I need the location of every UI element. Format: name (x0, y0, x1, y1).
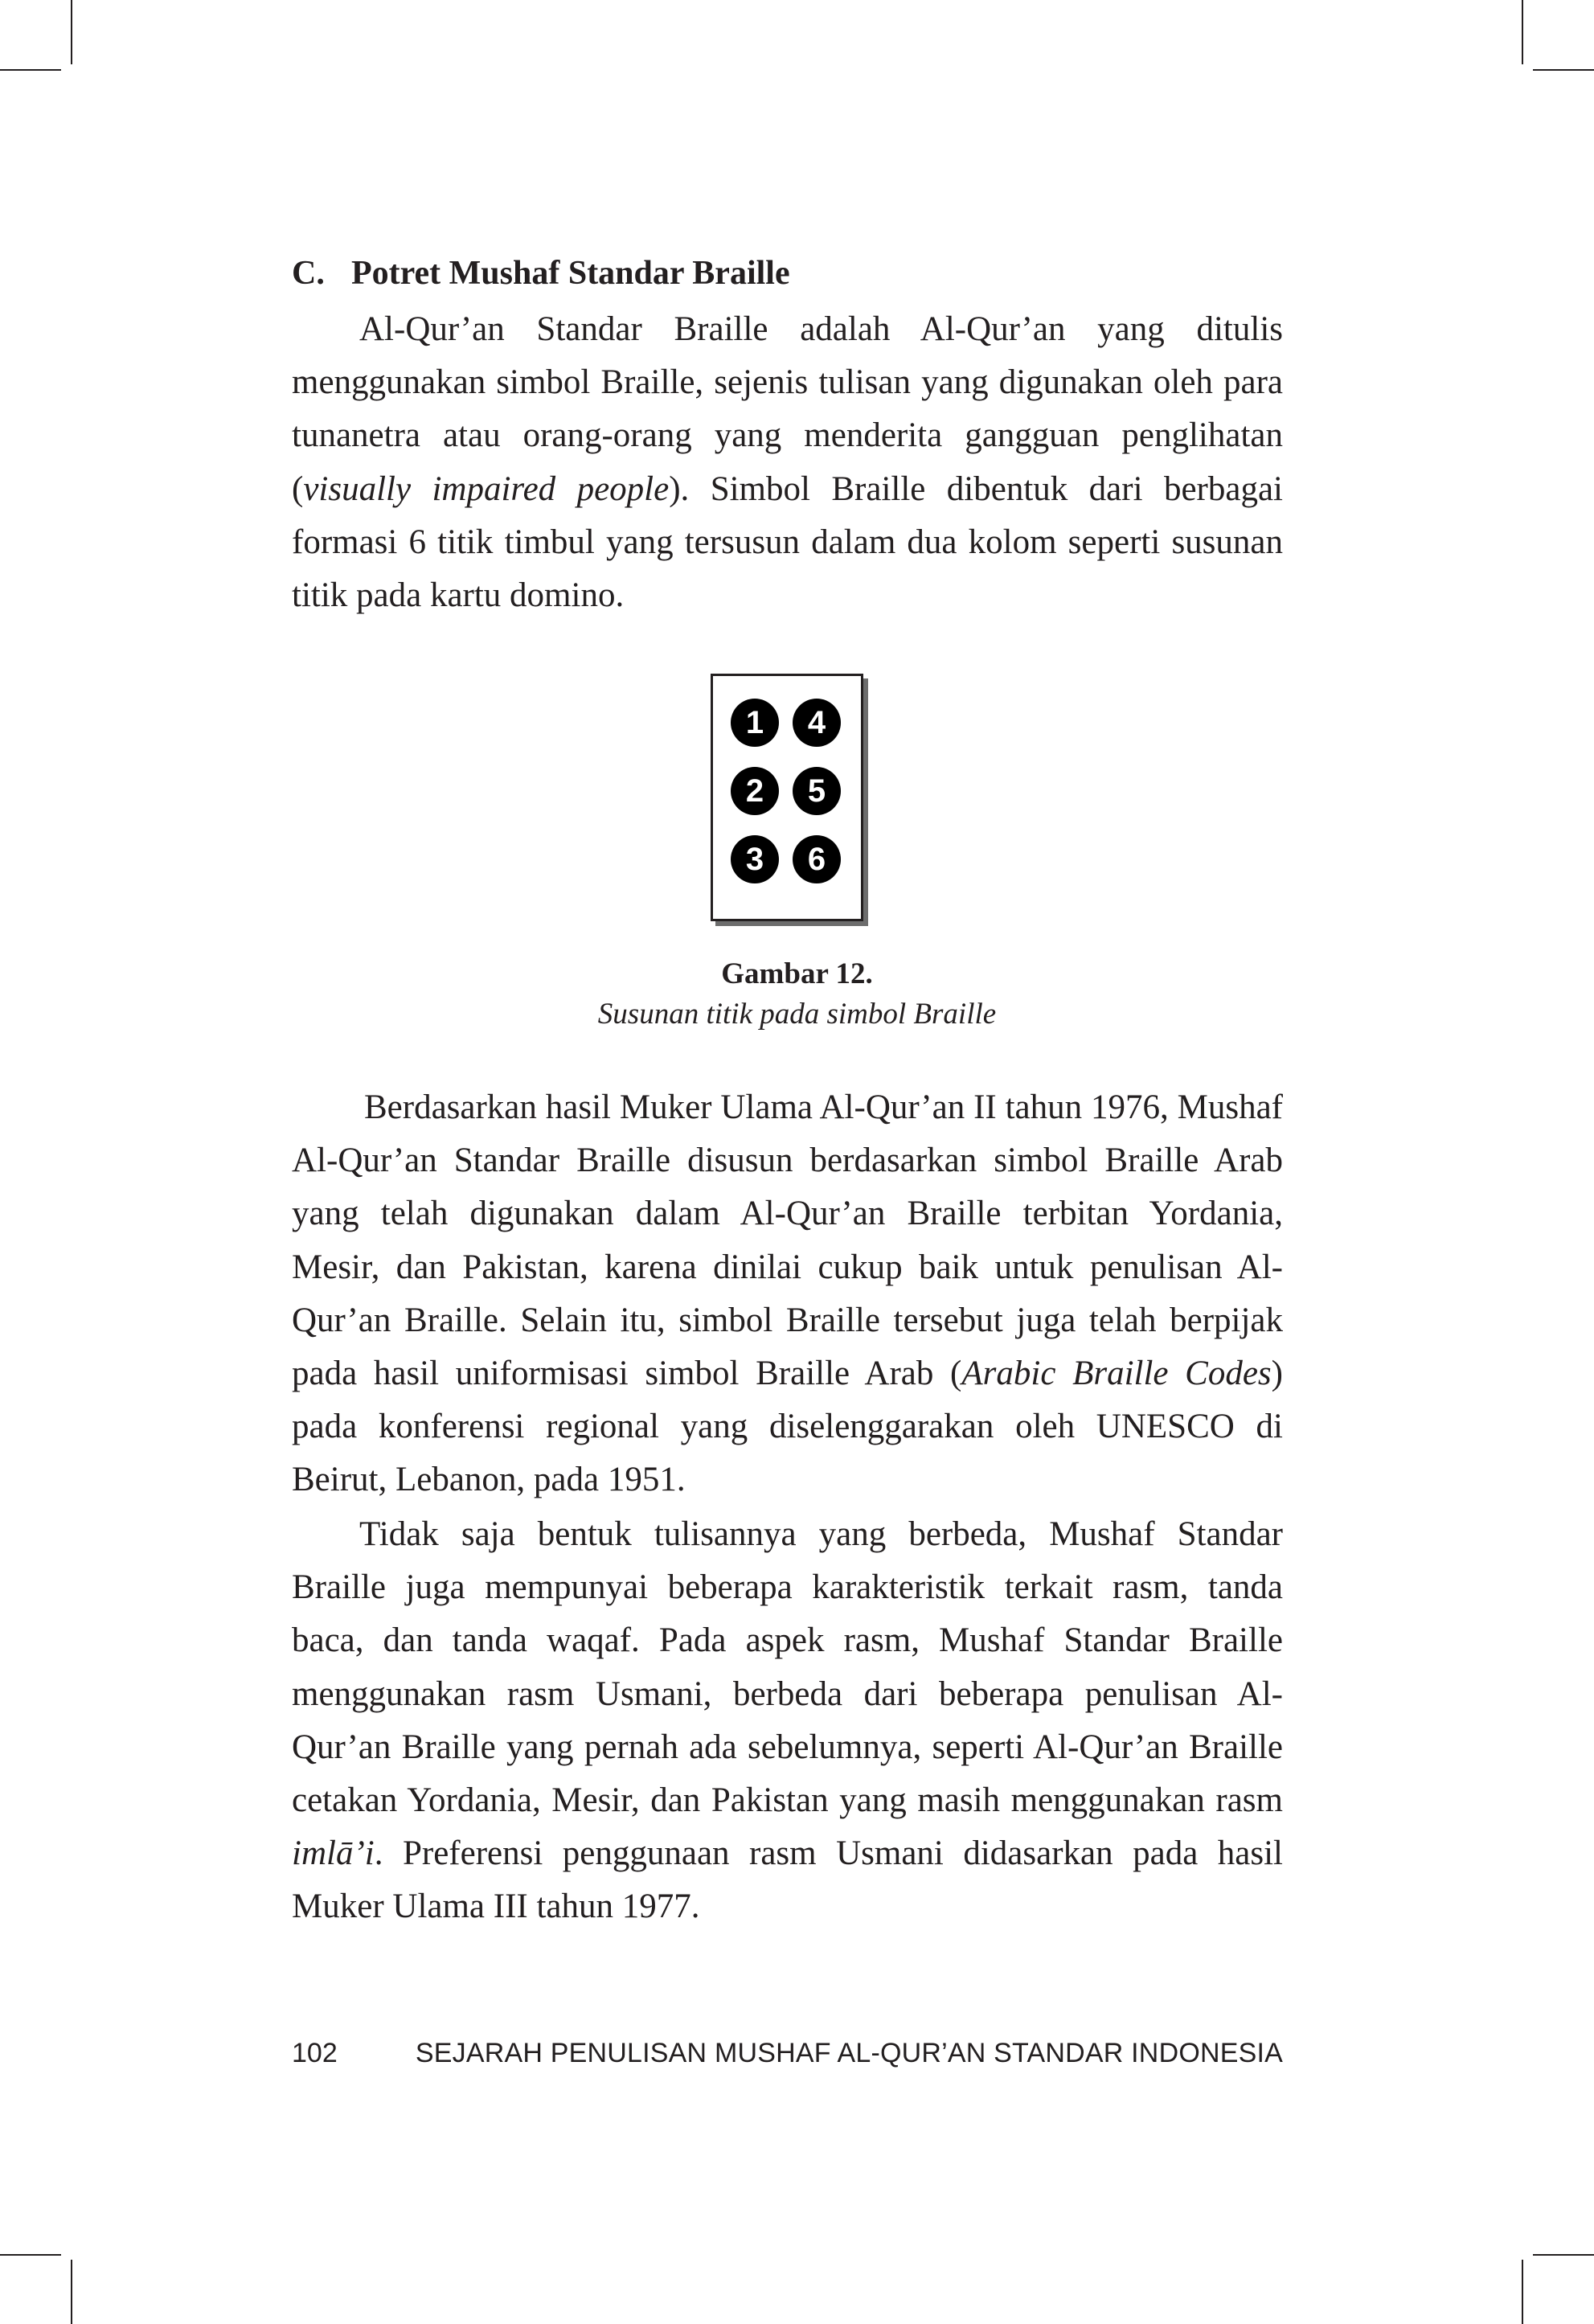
section-heading (292, 252, 790, 295)
intro-text: ). Simbol Braille dibentuk dari berbagai formasi 6 titik timbul yang tersusun dalam dua kolom seperti susunan titik pada kartu domino. (292, 469, 1283, 615)
crop-mark (1533, 2254, 1594, 2256)
figure-label: Gambar 12. (721, 957, 873, 990)
paragraph-italic: imlā’i (292, 1834, 375, 1873)
braille-dot: 6 (793, 835, 841, 883)
crop-mark (0, 69, 61, 71)
braille-dot: 1 (731, 699, 779, 747)
page-number: 102 (292, 2038, 338, 2068)
intro-paragraph (292, 303, 1283, 622)
body-paragraph (292, 1081, 1283, 1507)
crop-mark (1522, 2260, 1523, 2324)
braille-dot: 4 (793, 699, 841, 747)
paragraph-text: ) pada konferensi regional yang diselenggarakan oleh UNESCO di Beirut, Lebanon, pada 1951. (292, 1355, 1283, 1499)
intro-italic: visually impaired people (303, 469, 670, 508)
body-paragraph (292, 1508, 1283, 1934)
crop-mark (0, 2254, 61, 2256)
braille-dot: 3 (731, 835, 779, 883)
braille-dot: 2 (731, 767, 779, 815)
braille-cell-figure (711, 674, 863, 921)
crop-mark (71, 0, 72, 64)
braille-dot: 5 (793, 767, 841, 815)
section-title: Potret Mushaf Standar Braille (351, 255, 790, 292)
crop-mark (71, 2260, 72, 2324)
paragraph-text: Berdasarkan hasil Muker Ulama Al-Qur’an II tahun 1976, Mushaf Al-Qur’an Standar Braille disusun berdasarkan simbol Braille Arab yang telah digunakan dalam Al-Qur’an Braille terbitan Yordania, Mesir, dan Pakistan, karena dinilai cukup baik untuk penulisan Al-Qur’an Braille. Selain itu, simbol Braille tersebut juga telah berpijak pada hasil uniformisasi simbol Braille Arab ( (292, 1088, 1283, 1393)
running-footer-title: SEJARAH PENULISAN MUSHAF AL-QUR’AN STANDAR INDONESIA (415, 2038, 1283, 2068)
crop-mark (1522, 0, 1523, 64)
crop-mark (1533, 69, 1594, 71)
section-letter: C. (292, 255, 325, 292)
intro-text: Al-Qur’an Standar Braille adalah Al-Qur’an yang ditulis menggunakan simbol Braille, sejenis tulisan yang digunakan oleh para tunanetra atau orang-orang yang menderita gangguan penglihatan ( (292, 310, 1283, 508)
paragraph-text: . Preferensi penggunaan rasm Usmani didasarkan pada hasil Muker Ulama III tahun 1977. (292, 1834, 1283, 1926)
paragraph-italic: Arabic Braille Codes (961, 1355, 1272, 1393)
paragraph-text: Tidak saja bentuk tulisannya yang berbeda, Mushaf Standar Braille juga mempunyai beberapa karakteristik terkait rasm, tanda baca, dan tanda waqaf. Pada aspek rasm, Mushaf Standar Braille menggunakan rasm Usmani, berbeda dari beberapa penulisan Al-Qur’an Braille yang pernah ada sebelumnya, seperti Al-Qur’an Braille cetakan Yordania, Mesir, dan Pakistan yang masih menggunakan rasm (292, 1515, 1283, 1820)
figure-caption: Susunan titik pada simbol Braille (597, 998, 997, 1031)
